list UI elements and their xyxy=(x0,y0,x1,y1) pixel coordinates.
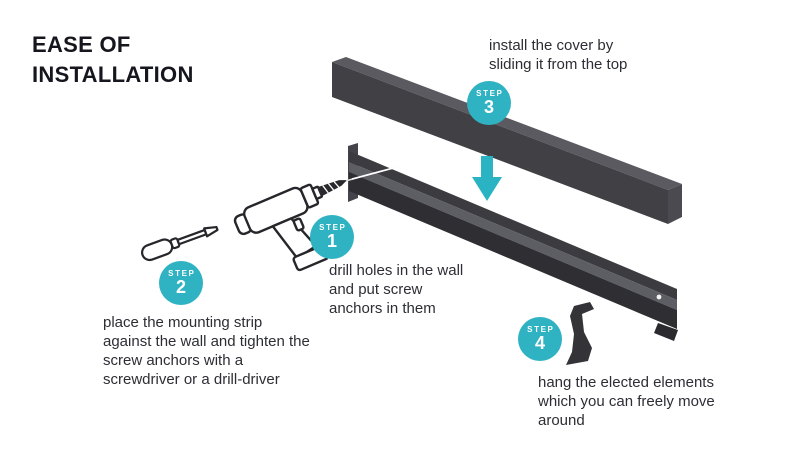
step-number: 2 xyxy=(175,277,186,297)
step-badge-2 xyxy=(159,261,203,305)
step-number: 3 xyxy=(483,97,494,117)
step-badge-1 xyxy=(310,215,354,259)
step-badge-4 xyxy=(518,317,562,361)
page-title: EASE OF INSTALLATION xyxy=(32,32,194,87)
step-label: STEP xyxy=(527,325,555,334)
step-number: 4 xyxy=(534,333,545,353)
step-label: STEP xyxy=(319,223,347,232)
step-label: STEP xyxy=(476,89,504,98)
screw-hole xyxy=(657,295,662,300)
step-caption-3: install the cover by sliding it from the top xyxy=(489,37,628,73)
hook-icon xyxy=(566,302,594,365)
step-label: STEP xyxy=(168,269,196,278)
step-caption-2: place the mounting strip against the wall and tighten the screw anchors with a screwdriver or a drill-driver xyxy=(103,314,310,388)
step-caption-4: hang the elected elements which you can freely move around xyxy=(538,374,715,429)
screwdriver-icon xyxy=(140,221,219,262)
step-caption-1: drill holes in the wall and put screw anchors in them xyxy=(329,262,464,317)
step-number: 1 xyxy=(326,231,337,251)
down-arrow-icon xyxy=(472,156,502,201)
step-badge-3 xyxy=(467,81,511,125)
